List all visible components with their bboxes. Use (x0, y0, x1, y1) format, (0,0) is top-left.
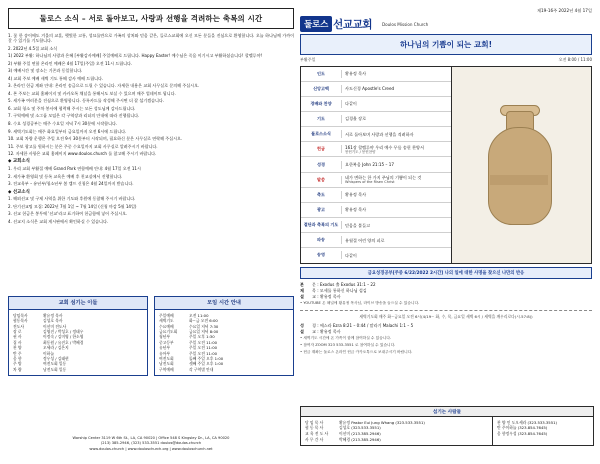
row-value: 이선미 (213.385.2946) (339, 431, 381, 437)
row-value: 믿음을 붙들고 (345, 222, 371, 228)
news-item: 5. 새가족 여러분을 진심으로 환영합니다. 등록카드를 작성해 주시면 더 잘 섬기겠습니다. (8, 98, 165, 104)
row-key: 성 (300, 322, 304, 328)
row-label: 광고 (301, 206, 342, 214)
row-key: 음 향 (13, 355, 22, 361)
row-value: 김성호 (323.533.3551) (339, 425, 381, 431)
row-key: 새벽기도 (159, 318, 174, 324)
row-key: 반 주 (13, 350, 22, 356)
row-label: 성경 (301, 161, 342, 169)
row-key: 담 임 목 사 (305, 419, 324, 425)
row-key: 주 방 (13, 361, 22, 367)
row-key: 유년부 (159, 345, 171, 351)
row-key: 전도사 (13, 323, 25, 329)
row-key: 협 동 목 사 (305, 425, 324, 431)
order-of-worship-rows (301, 67, 452, 263)
row-label: 둘로스소식 (301, 130, 342, 138)
row-value: 주일 오전 11:00 (189, 350, 218, 356)
row-value: 황유정 목사 (345, 71, 367, 77)
row-value: 주일 오후 1:30 (189, 334, 215, 340)
row-value: 서로 돌아보며 사랑과 선행을 격려하자 (345, 131, 414, 137)
list-item (497, 431, 589, 437)
row-value: 정우성 (323.854.7645) (505, 431, 548, 437)
servants-box-body (9, 310, 147, 375)
row-key: 설 (300, 328, 304, 334)
row-value: 여전도회 일동 (43, 361, 67, 367)
servants-box-title: 교회 섬기는 이들 (9, 297, 147, 310)
table-row (301, 188, 451, 203)
bullet-item[interactable]: • 참여자 ZOOM 323 533-3551 로 참여하실 수 있습니다. (300, 342, 396, 347)
row-value: 이선미 전도사 (43, 323, 67, 329)
row-value: 다같이 (345, 101, 357, 107)
row-value: 이하늘 (323.854.7645) (505, 425, 548, 431)
row-value: 금요일 저녁 8:00 (189, 328, 219, 334)
staff-list-secondary (492, 417, 593, 445)
row-key: 담임목사 (13, 312, 28, 318)
row-key: 협동목사 (13, 318, 28, 324)
table-row (301, 142, 451, 157)
section-item: 3. 전교육부 – 유년부/청소년부 봄 캠프 신청은 4월 24일까지 받습니다. (8, 181, 134, 187)
left-column (8, 8, 294, 456)
row-value-text: 161장 할렐루야 우리 예수 무릎 송헌 찬양서 (345, 144, 424, 150)
scripture-note: • YOUTUBE 온 채널에 황유정 목사님, 라이브 방송을 들으실 수 있습니다. (300, 301, 420, 306)
row-value: 주일 오전 11:00 (189, 339, 218, 345)
logo-main-text: 선교교회 (333, 18, 372, 31)
table-row (301, 127, 451, 142)
table-row (301, 67, 451, 82)
row-key: 반 주 (497, 425, 506, 431)
logo-badge-text: 둘로스 (300, 16, 332, 32)
divider (300, 310, 592, 311)
section-item: 2. 단기선교팀 모집: 2022년 7월 1일 ~ 7월 14일 (신청 마감 5월 14일) (8, 203, 137, 209)
table-row (301, 97, 451, 112)
footer-website[interactable]: www.doulos.church | www.douloschurch.org | www.douloschurch.net (89, 446, 213, 451)
news-body (8, 33, 294, 224)
news-item: 1. 꽃 한 송이에도 겨울의 교훈, 햇빛한 고통, 성묘를만으로 가족의 상처와 믿음 같은, 들로스교회에 오신 모든 분들을 진심으로 환영합니다. 오늘 하나님께 가까이 갈 수 있기를 기도합니다. (8, 33, 294, 44)
illustration-panel (452, 67, 591, 263)
news-item: 6. 교회 청소 및 주차 봉사에 협력해 주시는 모든 성도님께 감사드립니다. (8, 105, 136, 111)
table-row (301, 218, 451, 233)
row-value: 사도신경 Apostle's Creed (345, 86, 395, 92)
row-value: 경 : 에스라 Ezra 8:21 – 0:44 / 말라기 Malachi 1:1 – 5 (312, 322, 414, 328)
table-row (301, 233, 451, 248)
order-of-worship (300, 66, 592, 264)
list-item (13, 367, 143, 372)
row-key: 찬 양 인 도 (497, 419, 516, 425)
row-value: 오전 11:00 (189, 312, 209, 318)
notice-strip: 금요성경공부[주중 6/22/2022 2시간] 나의 일에 대한 사명을 찾으신 나만의 반응 (300, 267, 592, 280)
row-value: 둘째 주일 오후 1:00 (189, 355, 224, 361)
bullet-item: • 새벽기도 시간에 온 가족이 함께 참여하실 수 있습니다. (300, 335, 392, 340)
row-label: 헌금 (301, 145, 342, 153)
row-key: 차 량 (13, 366, 22, 372)
row-value: 주일 오전 11:00 (189, 345, 218, 351)
news-item: 12. 자세한 사항은 교회 홈페이지 www.doulos.church 를 참고해 주시기 바랍니다. (8, 151, 157, 157)
news-item: 3. 온라인 헌금 계좌 안내: 온라인 송금으로 드릴 수 있습니다. 자세한 내용은 교회 사무실로 문의해 주십시오. (8, 83, 200, 89)
row-label: 말씀 (301, 176, 342, 184)
row-key: 집 사 (13, 339, 22, 345)
row-label: 기도 (301, 115, 342, 123)
row-value: 박혜경 (213.385.2946) (339, 436, 381, 442)
row-key: 남전도회 (159, 361, 174, 367)
church-logo (300, 16, 592, 32)
row-value-text: 네가 변하는 한 가지 주님의 기쁨이 되는 것 (345, 174, 422, 180)
right-footer-body (301, 417, 593, 445)
row-value: 이하늘 (43, 350, 55, 356)
left-info-boxes (8, 296, 294, 376)
row-key: 장 로 (13, 328, 22, 334)
row-key: 제 (300, 288, 304, 294)
row-value: 문 : Exodus 출 Exodus 31:1 – 22 (312, 282, 376, 288)
row-key: 수요예배 (159, 323, 174, 329)
row-key: 음 향 (497, 431, 506, 437)
row-key: 찬 양 (13, 345, 22, 351)
right-footer (300, 406, 594, 446)
row-label: 축도 (301, 191, 342, 199)
row-label: 송영 (301, 251, 342, 259)
row-value: 수요일 저녁 7:30 (189, 323, 219, 329)
logo-subtitle: Doulos Mission Church (381, 21, 429, 27)
banner-meta (300, 57, 592, 63)
row-label: 인도 (301, 70, 342, 78)
row-value: 유월절 어린 양의 피로 (345, 237, 385, 243)
row-value: 교 : 황유정 목사 (312, 328, 341, 334)
left-title: 둘로스 소식 – 서로 돌아보고, 사랑과 선행을 격려하는 축복의 시간 (8, 8, 294, 29)
section-item: 1. 우리 교회 부활절 예배 Grand Park 연합예배 안내: 4월 17일 오전 11시 (8, 166, 141, 172)
bullet-item: • 헌금 계좌는 둘로스 온라인 헌금 카카오톡으로 보내주시기 바랍니다. (300, 349, 413, 354)
row-label: 경배와 찬양 (301, 100, 342, 108)
table-row (301, 248, 451, 262)
news-item: 11. 주보 광고를 원하시는 분은 주중 수요일까지 교회 사무실로 알려주시기 바랍니다. (8, 143, 158, 149)
row-label: 신앙고백 (301, 85, 342, 93)
table-row (301, 112, 451, 127)
news-item: 10. 교회 차량 운행은 주일 오전 9시 30분부터 시작되며, 필요하신 분은 사무실로 연락해 주십시오. (8, 136, 183, 142)
logo-box (300, 16, 372, 32)
list-item (159, 367, 289, 372)
footer-address: Worship Center 3119 W 6th St., LA, CA 90020 | Office 548 S Kingsley Dr., LA, CA 90020 (72, 436, 230, 440)
row-key: 유아부 (159, 350, 171, 356)
section-item: 3. 선교 헌금은 봉투에 '선교'라고 표기하여 헌금함에 넣어 주십시오. (8, 211, 128, 217)
row-value (342, 144, 451, 155)
section-heading: ◆ 선교소식 (8, 189, 30, 195)
banner-service-name: 부활주일 (300, 56, 316, 62)
servants-box (8, 296, 148, 376)
row-key: 주일예배 (159, 312, 174, 318)
news-item: 4) 교회 주보 예배 새벽 기도 통해 감사 예배 드립니다. (8, 75, 104, 81)
meeting-times-box (154, 296, 294, 376)
right-footer-title: 섬기는 사람들 (301, 407, 593, 417)
table-row (301, 173, 451, 188)
row-value: 다같이 (345, 252, 357, 258)
row-value: 요한복음 John 21:15 – 17 (345, 161, 394, 167)
row-value: 셋째 주일 오후 1:00 (189, 361, 224, 367)
row-label: 결단과 축복의 기도 (301, 221, 342, 229)
row-key: 여전도회 (159, 355, 174, 361)
news-item: 9. 새벽기도회는 매주 화요일부터 금요일까지 오전 6시에 드립니다. (8, 128, 127, 134)
list-item (305, 437, 488, 443)
row-value: 황유정 목사 (43, 312, 63, 318)
row-key: 청년부 (159, 334, 171, 340)
row-key: 구역예배 (159, 366, 174, 372)
row-key: 금요기도회 (159, 328, 178, 334)
scripture-block (300, 282, 592, 306)
meeting-times-title: 모임 시간 안내 (155, 297, 293, 310)
row-value: 이정숙 / 김미영 / 한소영 (43, 334, 84, 340)
row-value: 정우성 / 김태현 (43, 355, 69, 361)
row-value: 황유정 목사 (345, 207, 367, 213)
row-value: 황유정 Pastor Eui Jung Whang (323.533.3551) (339, 419, 425, 425)
clay-jar-icon (482, 105, 556, 225)
row-key: 교 육 전 도 사 (305, 431, 329, 437)
section-item: 1. 해외선교 및 구제 사역을 위한 기도와 후원에 동참해 주시기 바랍니다. (8, 196, 136, 202)
row-key: 사 무 간 사 (305, 436, 324, 442)
main-text-block (300, 323, 592, 355)
banner-service-time: 오전 8:00 / 11:00 (558, 56, 592, 62)
row-value: 김영진 / 박성호 / 정태우 (43, 328, 84, 334)
news-item: 8. 수요 성경공부는 매주 수요일 저녁 7시 30분에 시작합니다. (8, 121, 118, 126)
dawn-prayer-time: 새벽기도회 매주 화~금요일 오전 6시(4/19~ 화, 수, 목, 금요일 새벽 6시 / 새벽을 깨우리로다(시.57:8)) (359, 313, 533, 319)
row-value: 최동원 / 유진호 / 박혜경 (43, 339, 84, 345)
issue-line-row (300, 8, 592, 14)
row-value: 오세라 / 김은지 (43, 345, 69, 351)
row-value: 남전도회 일동 (43, 366, 67, 372)
row-value: 김성호 목사 (43, 318, 63, 324)
section-item: 2. 새가족 환영회 및 등록 교육은 예배 후 친교실에서 진행합니다. (8, 173, 123, 179)
list-item (300, 329, 592, 335)
section-heading: ◆ 교회소식 (8, 159, 30, 165)
footer-phone: (213) 385-2946, (323) 533-3551 doulos@doulos.church (100, 441, 202, 446)
news-item: 2) 부활 주일 연합 온라인 예배은 4월 17일(주일) 오전 11시 드립니다. (8, 60, 133, 66)
row-value: 오세라 (323.533.3551) (515, 419, 558, 425)
row-value-note: 봉헌기도 / 봉헌찬양 (345, 149, 376, 154)
row-key: 본 (300, 282, 304, 288)
issue-date: 제19-16주 2022년 4월 17일 (536, 8, 592, 13)
row-value: 황유정 목사 (345, 192, 367, 198)
row-value (342, 174, 451, 185)
news-item: 3) 예배시간 및 장소는 기존과 동일합니다. (8, 68, 83, 74)
row-value: 목 : 모세를 통하신 하나님 섬김 (312, 288, 367, 294)
row-key: 중고등부 (159, 339, 174, 345)
banner-title: 하나님의 기쁨이 되는 교회! (300, 34, 592, 55)
news-item: 1) 2022 부활: 하나님의 사랑과 은혜 [부활감사예배] 주일예배로 드립니다. Happy Easter! 예수님은 죽음 이기시고 부활하셨습니다! 할렐루야! (8, 53, 263, 59)
row-value: 교 : 황유정 목사 (312, 294, 341, 299)
row-value: 김경율 장로 (345, 116, 367, 122)
left-footer (8, 436, 294, 452)
row-key: 권 사 (13, 334, 22, 340)
row-value: 화~금 오전 6:00 (189, 318, 218, 324)
row-key: 설 (300, 294, 304, 299)
staff-list-primary (301, 417, 492, 445)
meeting-times-body (155, 310, 293, 375)
news-item: 2. 2022년 4.5절 교회 소식 (8, 45, 58, 51)
news-item: 4. 본 주보는 교회 홈페이지 및 카카오톡 채널을 통해서도 보실 수 있으며 매주 업데이트 됩니다. (8, 90, 176, 96)
row-label: 파송 (301, 236, 342, 244)
table-row (301, 157, 451, 172)
table-row (301, 203, 451, 218)
list-item (300, 294, 592, 300)
row-value: 각 구역별 안내 (189, 366, 214, 372)
section-item: 4. 선교지 소식은 교회 게시판에서 확인하실 수 있습니다. (8, 218, 109, 224)
row-value-english: Whispers of the Risen Christ (345, 180, 395, 185)
news-item: 7. 구역예배 및 소그룹 모임은 각 구역장과 리더의 안내에 따라 진행됩니다. (8, 113, 140, 119)
jar-band (490, 175, 548, 185)
right-column (300, 8, 592, 456)
table-row (301, 82, 451, 97)
